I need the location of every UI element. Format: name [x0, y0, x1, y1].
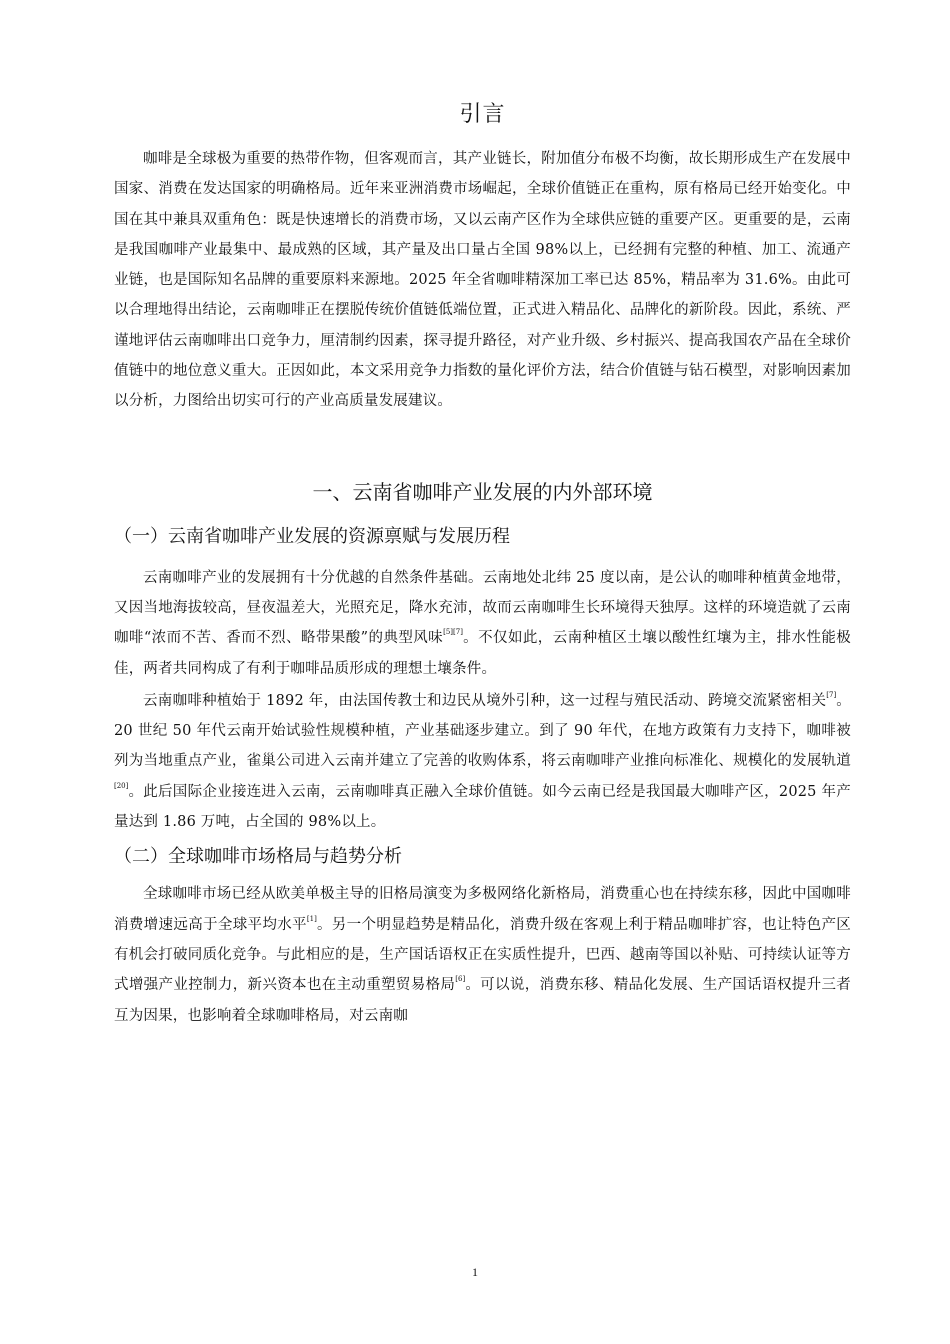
history-paragraph — [114, 686, 851, 837]
citation-ref: [7] — [826, 690, 837, 699]
resource-paragraph — [114, 563, 851, 684]
page-content — [114, 100, 851, 1031]
resource-text-b: 。不仅如此，云南种植区土壤以酸性红壤为主，排水性能极佳，两者共同构成了有利于咖啡品质形成的理想土壤条件。 — [114, 630, 851, 677]
subsection-heading-1: （一）云南省咖啡产业发展的资源禀赋与发展历程 — [114, 525, 510, 547]
market-text-b: 。另一个明显趋势是精品化，消费升级在客观上利于精品咖啡扩容，也让特色产区有机会打破同质化竞争。与此相应的是，生产国话语权正在实质性提升，巴西、越南等国以补贴、可持续认证等方式增强产业控制力，新兴资本也在主动重塑贸易格局 — [114, 916, 851, 994]
resource-text-a: 云南咖啡产业的发展拥有十分优越的自然条件基础。云南地处北纬 25 度以南，是公认的咖啡种植黄金地带，又因当地海拔较高，昼夜温差大，光照充足，降水充沛，故而云南咖啡生长环境得天独厚。这样的环境造就了云南咖啡“浓而不苦、香而不烈、略带果酸”的典型风味 — [114, 569, 851, 647]
history-text-a: 云南咖啡种植始于 1892 年，由法国传教士和边民从境外引种，这一过程与殖民活动、跨境交流紧密相关 — [143, 692, 827, 709]
section-heading: 一、云南省咖啡产业发展的内外部环境 — [312, 479, 653, 504]
page-number: 1 — [472, 1265, 478, 1279]
citation-ref: [6] — [455, 975, 466, 984]
history-text-c: 。此后国际企业接连进入云南，云南咖啡真正融入全球价值链。如今云南已经是我国最大咖啡产区，2025 年产量达到 1.86 万吨，占全国的 98%以上。 — [114, 783, 851, 831]
citation-ref: [1] — [306, 914, 317, 923]
citation-ref: [20] — [114, 781, 129, 790]
page-title: 引言 — [459, 102, 506, 127]
subsection-heading-2: （二）全球咖啡市场格局与趋势分析 — [114, 846, 402, 868]
market-text-c: 。可以说，消费东移、精品化发展、生产国话语权提升三者互为因果，也影响着全球咖啡格局，对云南咖 — [114, 977, 851, 1024]
intro-paragraph: 咖啡是全球极为重要的热带作物，但客观而言，其产业链长，附加值分布极不均衡，故长期形成生产在发展中国家、消费在发达国家的明确格局。近年来亚洲消费市场崛起，全球价值链正在重构，原有格局已经开始变化。中国在其中兼具双重角色：既是快速增长的消费市场，又以云南产区作为全球供应链的重要产区。更重要的是，云南是我国咖啡产业最集中、最成熟的区域，其产量及出口量占全国 98%以上，已经拥有完整的种植、加工、流通产业链，也是国际知名品牌的重要原料来源地。2025 年全省咖啡精深加工率已达 85%，精品率为 31.6%。由此可以合理地得出结论，云南咖啡正在摆脱传统价值链低端位置，正式进入精品化、品牌化的新阶段。因此，系统、严谨地评估云南咖啡出口竞争力，厘清制约因素，探寻提升路径，对产业升级、乡村振兴、提高我国农产品在全球价值链中的地位意义重大。正因如此，本文采用竞争力指数的量化评价方法，结合价值链与钻石模型，对影响因素加以分析，力图给出切实可行的产业高质量发展建议。 — [114, 151, 851, 410]
citation-ref: [5][7] — [443, 628, 463, 637]
history-text-b: 。20 世纪 50 年代云南开始试验性规模种植，产业基础逐步建立。到了 90 年代，在地方政策有力支持下，咖啡被列为当地重点产业，雀巢公司进入云南并建立了完善的收购体系，将云南咖啡产业推向标准化、规模化的发展轨道 — [114, 692, 852, 770]
market-paragraph — [114, 879, 851, 1030]
market-text-a: 全球咖啡市场已经从欧美单极主导的旧格局演变为多极网络化新格局，消费重心也在持续东移，因此中国咖啡消费增速远高于全球平均水平 — [114, 886, 851, 933]
